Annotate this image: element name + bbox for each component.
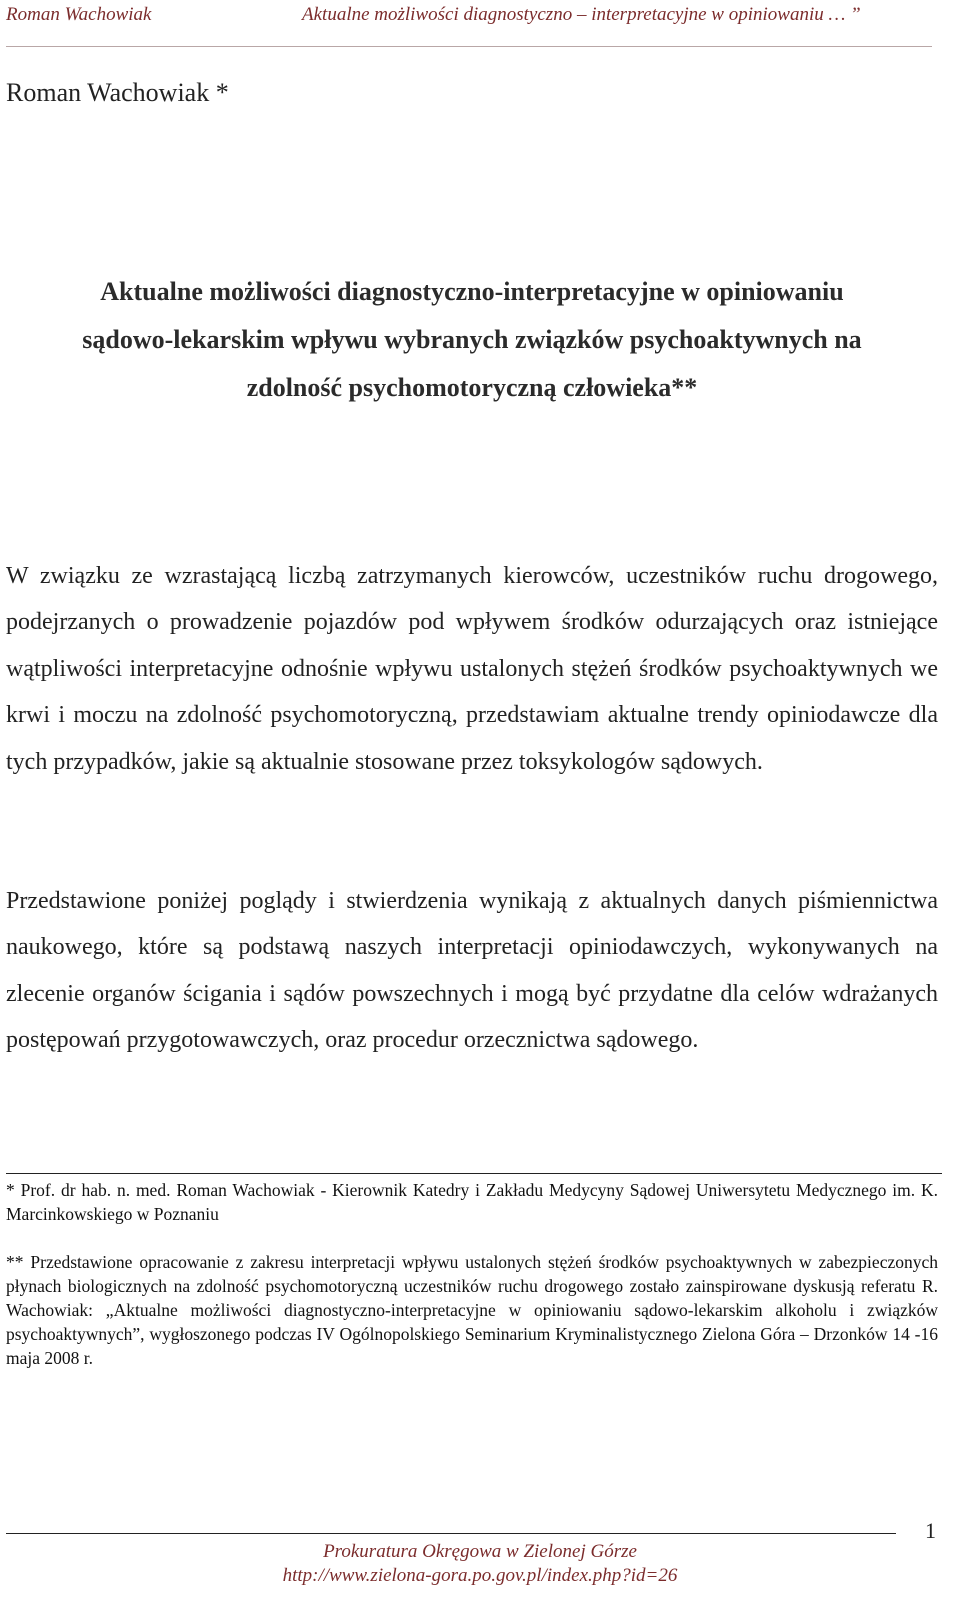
- document-title: [6, 268, 938, 412]
- footnote-author: * Prof. dr hab. n. med. Roman Wachowiak - Kierownik Katedry i Zakładu Medycyny Sądowej Uniwersytetu Medycznego im. K. Marcinkowskiego w Poznaniu: [6, 1180, 938, 1224]
- page-number: 1: [925, 1518, 936, 1543]
- header-author: Roman Wachowiak: [6, 4, 152, 25]
- footer-url[interactable]: http://www.zielona-gora.po.gov.pl/index.php?id=26: [282, 1565, 678, 1586]
- footnote-rule: [6, 1173, 942, 1174]
- title-line: zdolność psychomotoryczną człowieka**: [246, 373, 698, 402]
- header-title: Aktualne możliwości diagnostyczno – interpretacyjne w opiniowaniu … ”: [302, 4, 861, 25]
- running-header: [6, 4, 936, 32]
- title-line: sądowo-lekarskim wpływu wybranych związków psychoaktywnych na: [82, 325, 862, 354]
- header-rule: [6, 46, 932, 47]
- footnote-origin: ** Przedstawione opracowanie z zakresu interpretacji wpływu ustalonych stężeń środków psychoaktywnych w zabezpieczonych płynach biologicznych na zdolność psychomotoryczną uczestników ruchu drogowego zostało zainspirowane dyskusją referatu R. Wachowiak: „Aktualne możliwości diagnostyczno-interpretacyjne w opiniowaniu sądowo-lekarskim alkoholu i związków psychoaktywnych”, wygłoszonego podczas IV Ogólnopolskiego Seminarium Kryminalistycznego Zielona Góra – Drzonków 14 -16 maja 2008 r.: [6, 1252, 938, 1368]
- paragraph-scope: Przedstawione poniżej poglądy i stwierdzenia wynikają z aktualnych danych piśmiennictwa naukowego, które są podstawą naszych interpretacji opiniodawczych, wykonywanych na zlecenie organów ścigania i sądów powszechnych i mogą być przydatne dla celów wdrażanych postępowań przygotowawczych, oraz procedur orzecznictwa sądowego.: [6, 888, 938, 1054]
- page-footer: [0, 1540, 960, 1588]
- paragraph-intro: W związku ze wzrastającą liczbą zatrzymanych kierowców, uczestników ruchu drogowego, podejrzanych o prowadzenie pojazdów pod wpływem środków odurzających oraz istniejące wątpliwości interpretacyjne odnośnie wpływu ustalonych stężeń środków psychoaktywnych we krwi i moczu na zdolność psychomotoryczną, przedstawiam aktualne trendy opiniodawcze dla tych przypadków, jakie są aktualnie stosowane przez toksykologów sądowych.: [6, 563, 938, 775]
- footer-rule: [6, 1533, 896, 1534]
- footer-institution: Prokuratura Okręgowa w Zielonej Górze: [323, 1541, 637, 1562]
- title-line: Aktualne możliwości diagnostyczno-interpretacyjne w opiniowaniu: [100, 277, 844, 306]
- author-line: Roman Wachowiak *: [6, 78, 229, 107]
